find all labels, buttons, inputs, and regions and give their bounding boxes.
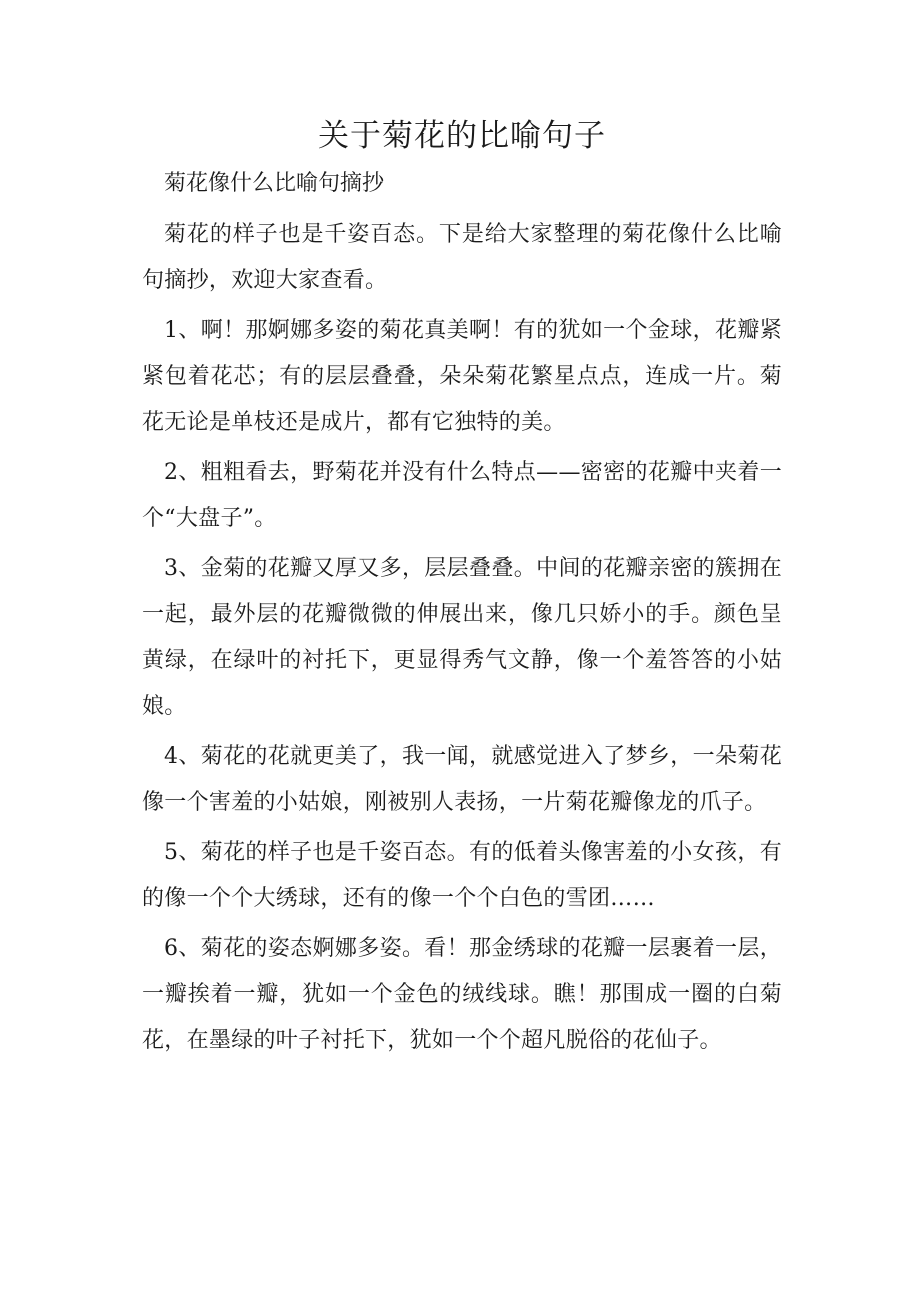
document-page xyxy=(142,110,782,1068)
paragraph-2: 2、粗粗看去，野菊花并没有什么特点——密密的花瓣中夹着一个“大盘子”。 xyxy=(142,460,782,531)
paragraph-5: 5、菊花的样子也是千姿百态。有的低着头像害羞的小女孩，有的像一个个大绣球，还有的像一个个白色的雪团…… xyxy=(142,840,782,911)
paragraph-3: 3、金菊的花瓣又厚又多，层层叠叠。中间的花瓣亲密的簇拥在一起，最外层的花瓣微微的伸展出来，像几只娇小的手。颜色呈黄绿，在绿叶的衬托下，更显得秀气文静，像一个羞答答的小姑娘。 xyxy=(142,556,782,719)
document-subtitle: 菊花像什么比喻句摘抄 xyxy=(164,171,385,196)
paragraph-1: 1、啊！那婀娜多姿的菊花真美啊！有的犹如一个金球，花瓣紧紧包着花芯；有的层层叠叠，朵朵菊花繁星点点，连成一片。菊花无论是单枝还是成片，都有它独特的美。 xyxy=(142,318,782,435)
document-title: 关于菊花的比喻句子 xyxy=(318,118,606,154)
paragraph-intro: 菊花的样子也是千姿百态。下是给大家整理的菊花像什么比喻句摘抄，欢迎大家查看。 xyxy=(142,222,782,293)
paragraph-4: 4、菊花的花就更美了，我一闻，就感觉进入了梦乡，一朵菊花像一个害羞的小姑娘，刚被别人表扬，一片菊花瓣像龙的爪子。 xyxy=(142,744,782,815)
paragraph-6: 6、菊花的姿态婀娜多姿。看！那金绣球的花瓣一层裹着一层，一瓣挨着一瓣，犹如一个金色的绒线球。瞧！那围成一圈的白菊花，在墨绿的叶子衬托下，犹如一个个超凡脱俗的花仙子。 xyxy=(142,936,782,1053)
